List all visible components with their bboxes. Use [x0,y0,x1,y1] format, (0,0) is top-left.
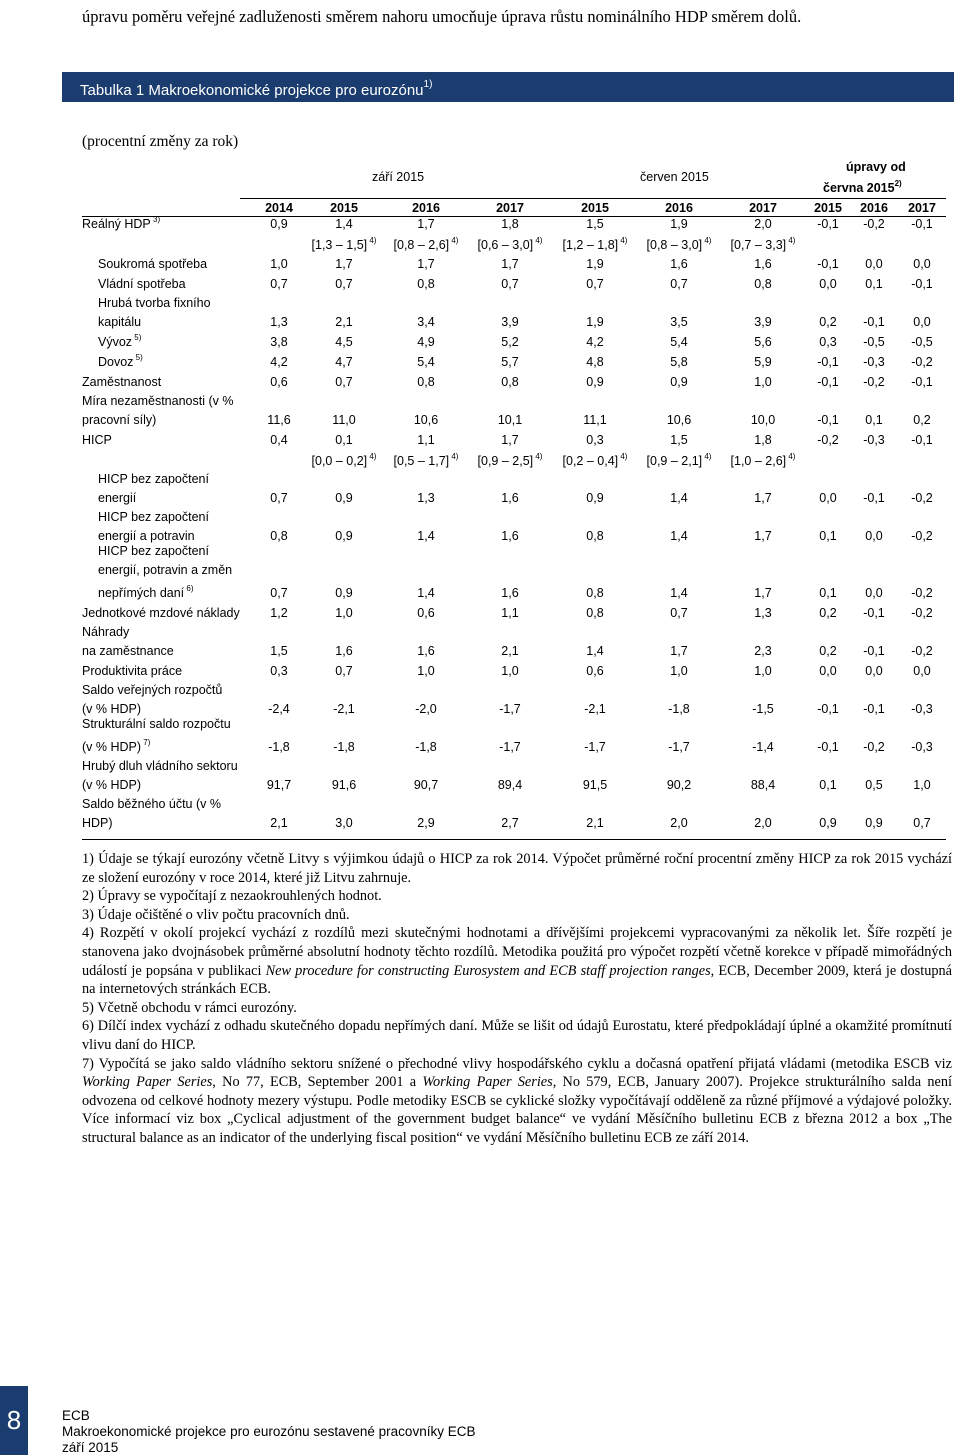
table-cell: 0,7 [270,491,288,505]
range-row [82,453,946,473]
table-cell: -0,3 [911,702,933,716]
table-cell: 10,1 [497,413,523,427]
table-cell: -0,1 [817,375,839,389]
table-cell: 2,7 [501,816,519,830]
table-cell: 90,2 [666,778,692,792]
table-row [82,606,946,626]
range-cell: [0,9 – 2,5] $^{4)}$ [477,452,543,469]
table-cell: 2,3 [754,644,772,658]
page-footer [62,1408,475,1456]
table-cell: 1,0 [501,664,519,678]
range-cell: [1,3 – 1,5] $^{4)}$ [311,236,377,253]
table-cell: 0,8 [417,277,435,291]
range-cell: [0,0 – 0,2] $^{4)}$ [311,452,377,469]
table-cell: 5,9 [754,355,772,369]
table-cell: -0,3 [863,433,885,447]
table-cell: 0,1 [865,277,883,291]
table-cell: 0,3 [819,335,837,349]
table-cell: -0,2 [911,529,933,543]
group-separator-line [240,198,946,199]
table-cell: 88,4 [750,778,776,792]
table-cell: 1,9 [586,315,604,329]
year-header-5: 2016 [665,201,693,215]
table-cell: 0,8 [586,529,604,543]
range-cell: [0,8 – 2,6] $^{4)}$ [393,236,459,253]
table-cell: 2,9 [417,816,435,830]
row-label: Míra nezaměstnanosti (v % pracovní síly) [82,394,234,427]
table-row [82,798,946,836]
table-cell: -1,7 [499,740,521,754]
table-cell: 0,2 [819,315,837,329]
table-cell: 0,7 [501,277,519,291]
table-cell: 0,0 [865,586,883,600]
table-cell: 3,5 [670,315,688,329]
table-cell: -0,1 [911,433,933,447]
table-cell: -1,7 [668,740,690,754]
table-cell: -1,7 [499,702,521,716]
table-cell: 4,5 [335,335,353,349]
table-cell: 0,6 [586,664,604,678]
table-cell: 0,9 [819,816,837,830]
table-row [82,716,946,760]
table-cell: 1,7 [501,433,519,447]
table-cell: 0,9 [670,375,688,389]
table-cell: 0,1 [819,529,837,543]
table-row [82,352,946,375]
table-cell: -1,5 [752,702,774,716]
group-header-adj-line1: úpravy od [846,160,906,174]
table-cell: 5,2 [501,335,519,349]
table-cell: 1,0 [270,257,288,271]
table-cell: 1,4 [670,529,688,543]
table-cell: 0,0 [865,257,883,271]
year-header-0: 2014 [265,201,293,215]
table-cell: 0,7 [335,375,353,389]
table-cell: -0,1 [863,491,885,505]
table-cell: 91,5 [582,778,608,792]
row-label: Produktivita práce [82,664,183,678]
table-cell: -0,1 [817,740,839,754]
footnote: 4) Rozpětí v okolí projekcí vychází z rozdílů mezi skutečnými hodnotami a dřívějšími projekcemi vypracovanými za několik let. Šíře rozpětí je stanovena jako dvojnásobek průměrné absolutní hodnoty těchto rozdílů. Metodika použitá pro výpočet rozpětí včetně korekce v případě mimořádných událostí je popsána v publikaci New procedure for constructing Eurosystem and ECB staff projection ranges, ECB, December 2009, která je dostupná na internetových stránkách ECB. [82,925,952,998]
table-title-bar [62,72,954,102]
range-cell: [0,2 – 0,4] $^{4)}$ [562,452,628,469]
table-cell: 1,0 [417,664,435,678]
group-header-adj-line2: června 2015$^{2)}$ [823,179,902,196]
table-cell: 4,2 [270,355,288,369]
table-cell: -0,5 [911,335,933,349]
table-cell: 1,7 [754,586,772,600]
table-cell: 4,8 [586,355,604,369]
table-cell: 4,9 [417,335,435,349]
table-cell: 11,6 [267,413,291,427]
table-cell: 0,7 [335,664,353,678]
table-cell: 1,5 [586,217,604,231]
table-cell: 0,0 [913,664,931,678]
table-cell: 2,1 [335,315,353,329]
table-cell: -1,8 [668,702,690,716]
table-cell: -0,2 [911,606,933,620]
table-cell: 0,9 [586,491,604,505]
table-cell: 1,7 [417,217,435,231]
table-cell: 0,9 [865,816,883,830]
table-cell: 0,4 [270,433,288,447]
table-cell: -0,2 [911,355,933,369]
table-cell: -0,1 [817,413,839,427]
table-cell: 1,4 [670,586,688,600]
table-cell: -0,1 [817,702,839,716]
table-cell: 1,4 [670,491,688,505]
table-cell: 1,4 [335,217,353,231]
table-cell: 0,0 [913,257,931,271]
range-cell: [0,9 – 2,1] $^{4)}$ [646,452,712,469]
table-cell: 10,0 [750,413,776,427]
table-cell: 91,7 [266,778,292,792]
table-cell: 0,0 [819,664,837,678]
table-cell: 0,9 [335,491,353,505]
table-cell: 5,4 [670,335,688,349]
table-cell: -0,1 [817,355,839,369]
table-cell: 0,6 [417,606,435,620]
table-cell: 0,9 [335,529,353,543]
range-cell: [0,5 – 1,7] $^{4)}$ [393,452,459,469]
table-cell: 1,8 [754,433,772,447]
table-cell: -1,8 [415,740,437,754]
table-cell: 0,8 [586,586,604,600]
footer-line-1: ECB [62,1408,90,1423]
row-label: Hrubá tvorba fixního kapitálu [98,296,211,329]
table-cell: 0,0 [865,529,883,543]
table-cell: 0,8 [417,375,435,389]
intro-paragraph: úpravu poměru veřejné zadluženosti směrem nahoru umocňuje úprava růstu nominálního HDP směrem dolů. [82,7,802,26]
table-cell: 2,0 [754,816,772,830]
table-cell: 0,9 [270,217,288,231]
table-cell: 1,6 [335,644,353,658]
range-cell: [0,8 – 3,0] $^{4)}$ [646,236,712,253]
table-cell: 1,9 [670,217,688,231]
table-cell: 10,6 [666,413,692,427]
table-title: Tabulka 1 Makroekonomické projekce pro eurozónu [80,82,424,99]
table-cell: 0,1 [865,413,883,427]
table-subtitle: (procentní změny za rok) [82,133,239,150]
table-cell: -0,1 [863,606,885,620]
table-row [82,395,946,433]
table-cell: -0,1 [863,644,885,658]
table-cell: -0,1 [911,375,933,389]
table-cell: 1,6 [501,529,519,543]
table-cell: 5,4 [417,355,435,369]
table-row [82,433,946,453]
table-cell: -0,1 [863,315,885,329]
row-label: Saldo veřejných rozpočtů (v % HDP) [82,683,223,716]
table-cell: 1,4 [586,644,604,658]
table-cell: 11,0 [332,413,356,427]
table-cell: 0,7 [586,277,604,291]
table-cell: 3,9 [501,315,519,329]
table-cell: -1,8 [268,740,290,754]
year-header-7: 2015 [814,201,842,215]
table-cell: 1,7 [670,644,688,658]
table-cell: -1,4 [752,740,774,754]
row-label: HICP bez započtení energií, potravin a změn nepřímých daní $^{6)}$ [98,543,233,600]
table-cell: 1,0 [335,606,353,620]
row-label: HICP bez započtení energií a potravin [98,510,209,543]
range-cell: [0,7 – 3,3] $^{4)}$ [730,236,796,253]
table-cell: 0,9 [586,375,604,389]
table-cell: 1,3 [417,491,435,505]
page-number: 8 [0,1386,28,1455]
table-cell: 0,1 [819,778,837,792]
table-row [82,626,946,664]
table-cell: 0,5 [865,778,883,792]
table-row [82,760,946,798]
table-cell: 3,9 [754,315,772,329]
table-cell: -0,5 [863,335,885,349]
year-header-2: 2016 [412,201,440,215]
table-cell: 0,8 [270,529,288,543]
table-cell: -0,2 [911,586,933,600]
table-cell: 1,0 [913,778,931,792]
table-row [82,277,946,297]
footer-line-2: Makroekonomické projekce pro eurozónu sestavené pracovníky ECB [62,1424,476,1439]
table-cell: 5,6 [754,335,772,349]
row-label: Strukturální saldo rozpočtu (v % HDP) $^{7)}$ [82,716,231,754]
table-cell: 0,7 [335,277,353,291]
table-cell: 10,6 [413,413,439,427]
table-cell: -0,2 [817,433,839,447]
row-label: HICP bez započtení energií [98,472,209,505]
table-cell: 0,2 [819,606,837,620]
table-cell: 1,2 [270,606,288,620]
table-cell: 2,0 [670,816,688,830]
table-cell: 2,1 [270,816,288,830]
footnote: 6) Dílčí index vychází z odhadu skutečného dopadu nepřímých daní. Může se lišit od údajů Eurostatu, které předpokládají úplné a okamžité promítnutí vlivu daní do HICP. [82,1018,952,1053]
table-cell: -1,7 [584,740,606,754]
table-title-footnote-ref: 1) [423,79,433,90]
table-cell: 0,7 [913,816,931,830]
table-cell: -0,2 [911,491,933,505]
year-header-3: 2017 [496,201,524,215]
table-cell: -0,1 [863,702,885,716]
footnotes [82,850,952,1148]
table-cell: 1,3 [754,606,772,620]
table-cell: 4,2 [586,335,604,349]
table-cell: 0,8 [501,375,519,389]
table-cell: -0,1 [911,217,933,231]
projection-table [82,214,946,836]
row-label: Zaměstnanost [82,375,162,389]
table-cell: -0,2 [863,375,885,389]
footnote: 3) Údaje očištěné o vliv počtu pracovních dnů. [82,906,350,923]
table-cell: 0,6 [270,375,288,389]
table-cell: 3,0 [335,816,353,830]
row-label: Náhrady na zaměstnance [82,625,174,658]
table-cell: 1,4 [417,586,435,600]
table-cell: 0,7 [270,277,288,291]
row-label: Dovoz $^{5)}$ [98,352,143,369]
range-row [82,237,946,257]
footnote: 2) Úpravy se vypočítají z nezaokrouhlených hodnot. [82,888,382,905]
table-cell: 0,1 [335,433,353,447]
table-cell: 2,1 [586,816,604,830]
table-cell: 4,7 [335,355,353,369]
table-cell: 1,7 [417,257,435,271]
table-cell: 1,3 [270,315,288,329]
range-cell: [1,0 – 2,6] $^{4)}$ [730,452,796,469]
table-cell: 0,8 [586,606,604,620]
table-cell: 1,7 [754,529,772,543]
row-label: HICP [82,433,112,447]
table-bottom-line [82,839,946,840]
table-cell: 1,8 [501,217,519,231]
table-cell: 0,8 [754,277,772,291]
table-cell: -0,2 [911,644,933,658]
row-label: Soukromá spotřeba [98,257,208,271]
table-cell: 1,1 [417,433,435,447]
table-cell: 3,4 [417,315,435,329]
table-row [82,473,946,511]
table-cell: -0,3 [863,355,885,369]
footnote: 7) Vypočítá se jako saldo vládního sektoru snížené o přechodné vlivy hospodářského cyklu a dočasná opatření přijatá vládami (metodika ESCB viz Working Paper Series, No 77, ECB, September 2001 a Working Paper Series, No 579, ECB, January 2007). Projekce strukturálního salda není odvozena od celkové hodnoty mezery výstupu. Podle metodiky ESCB se cyklické složky vypočítávají odděleně za různé příjmové a výdajové položky. Více informací viz box „Cyclical adjustment of the government budget balance“ ve vydání Měsíčního bulletinu ECB z března 2012 a box „The structural balance as an indicator of the underlying fiscal position“ ve vydání Měsíčního bulletinu ECB ze září 2014. [82,1055,952,1146]
table-cell: 91,6 [331,778,357,792]
range-cell: [0,6 – 3,0] $^{4)}$ [477,236,543,253]
table-cell: 3,8 [270,335,288,349]
footnote: 1) Údaje se týkají eurozóny včetně Litvy s výjimkou údajů o HICP za rok 2014. Výpočet průměrné roční procentní změny HICP za rok 2015 vychází ze složení eurozóny v roce 2014, které již Litvu zahrnuje. [82,851,952,886]
group-header-sep2015: září 2015 [372,170,425,184]
table-row [82,297,946,335]
table-cell: 1,6 [417,644,435,658]
table-cell: 5,7 [501,355,519,369]
table-cell: 1,0 [754,375,772,389]
range-cell: [1,2 – 1,8] $^{4)}$ [562,236,628,253]
footer-line-3: září 2015 [62,1440,119,1455]
year-header-6: 2017 [749,201,777,215]
table-cell: 0,0 [819,491,837,505]
table-cell: 1,6 [754,257,772,271]
year-header-8: 2016 [860,201,888,215]
footnote: 5) Včetně obchodu v rámci eurozóny. [82,999,297,1016]
row-label: Vývoz $^{5)}$ [98,332,142,349]
table-cell: 1,0 [670,664,688,678]
table-cell: -0,1 [817,257,839,271]
table-cell: 0,2 [913,413,931,427]
table-cell: 2,1 [501,644,519,658]
group-header-jun2015: červen 2015 [640,170,709,184]
table-cell: 0,9 [335,586,353,600]
table-cell: 1,6 [501,586,519,600]
table-cell: 0,7 [670,606,688,620]
table-cell: 1,5 [270,644,288,658]
table-cell: 0,7 [670,277,688,291]
table-cell: -2,0 [415,702,437,716]
table-cell: -0,1 [911,277,933,291]
row-label: Reálný HDP $^{3)}$ [82,214,161,231]
table-cell: 1,7 [754,491,772,505]
table-row [82,257,946,277]
row-label: Vládní spotřeba [98,277,186,291]
table-cell: 0,0 [819,277,837,291]
table-cell: 1,4 [417,529,435,543]
table-row [82,543,946,606]
table-cell: -2,4 [268,702,290,716]
table-cell: 90,7 [413,778,439,792]
table-cell: 0,0 [913,315,931,329]
table-row [82,332,946,355]
table-cell: 1,7 [335,257,353,271]
table-cell: -2,1 [333,702,355,716]
row-label: Hrubý dluh vládního sektoru (v % HDP) [82,759,238,792]
table-cell: 0,3 [586,433,604,447]
table-cell: -0,3 [911,740,933,754]
table-cell: 0,0 [865,664,883,678]
table-cell: -2,1 [584,702,606,716]
table-cell: -1,8 [333,740,355,754]
year-header-9: 2017 [908,201,936,215]
table-cell: 0,3 [270,664,288,678]
table-cell: 11,1 [583,413,607,427]
row-label: Saldo běžného účtu (v % HDP) [82,797,221,830]
table-cell: -0,2 [863,740,885,754]
year-header-4: 2015 [581,201,609,215]
table-cell: 1,1 [501,606,519,620]
table-row [82,214,946,237]
table-cell: 5,8 [670,355,688,369]
table-cell: 2,0 [754,217,772,231]
table-cell: 89,4 [497,778,523,792]
table-cell: 1,5 [670,433,688,447]
table-cell: -0,1 [817,217,839,231]
table-cell: 1,6 [670,257,688,271]
row-label: Jednotkové mzdové náklady [82,606,240,620]
table-cell: 1,7 [501,257,519,271]
table-cell: 1,0 [754,664,772,678]
table-cell: 0,7 [270,586,288,600]
table-cell: 0,2 [819,644,837,658]
table-cell: 0,1 [819,586,837,600]
year-header-1: 2015 [330,201,358,215]
table-cell: 1,6 [501,491,519,505]
table-cell: 1,9 [586,257,604,271]
table-cell: -0,2 [863,217,885,231]
